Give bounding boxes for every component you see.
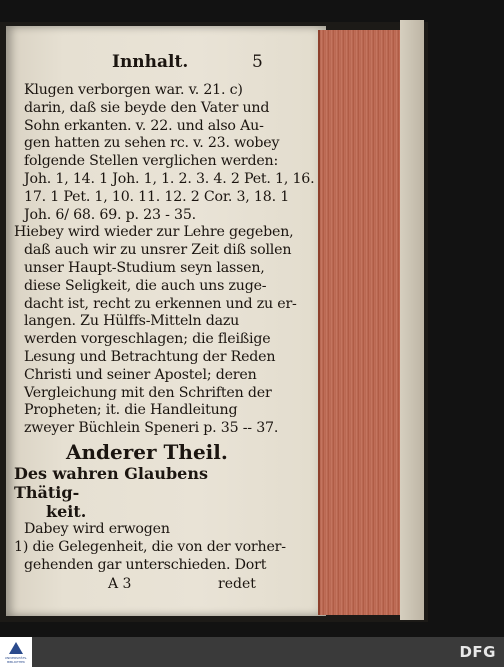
text-line: zweyer Büchlein Speneri p. 35 -- 37. bbox=[24, 420, 279, 437]
header-title: Innhalt. bbox=[112, 52, 189, 72]
text-line: Klugen verborgen war. v. 21. c) bbox=[24, 82, 243, 98]
text-line: Sohn erkanten. v. 22. und also Au- bbox=[24, 117, 264, 134]
catchword: redet bbox=[218, 576, 256, 592]
text-line: diese Seligkeit, die auch uns zuge- bbox=[24, 277, 267, 294]
text-line: 17. 1 Pet. 1, 10. 11. 12. 2 Cor. 3, 18. 1 bbox=[24, 188, 290, 205]
section-subheading: Des wahren Glaubens Thätig- bbox=[14, 463, 208, 502]
page-fore-edge bbox=[318, 30, 406, 615]
text-line: Christi und seiner Apostel; deren bbox=[24, 366, 257, 383]
page-body bbox=[14, 82, 315, 574]
text-line: folgende Stellen verglichen werden: bbox=[24, 153, 279, 170]
section-subheading-cont: keit. bbox=[46, 501, 87, 521]
library-logo bbox=[0, 637, 32, 667]
text-line: Lesung und Betrachtung der Reden bbox=[24, 348, 276, 365]
running-header bbox=[20, 52, 280, 74]
library-logo-icon bbox=[9, 642, 23, 654]
text-line: dacht ist, recht zu erkennen und zu er- bbox=[24, 295, 297, 312]
page-number: 5 bbox=[252, 52, 263, 72]
dfg-logo: DFG bbox=[459, 643, 496, 661]
signature-mark: A 3 bbox=[108, 576, 132, 592]
text-line: gen hatten zu sehen rc. v. 23. wobey bbox=[24, 135, 280, 152]
text-line: Propheten; it. die Handleitung bbox=[24, 402, 238, 419]
text-line: darin, daß sie beyde den Vater und bbox=[24, 99, 270, 116]
text-line: Dabey wird erwogen bbox=[24, 520, 170, 537]
text-line: Joh. 6/ 68. 69. p. 23 - 35. bbox=[24, 206, 196, 223]
text-line: 1) die Gelegenheit, die von der vorher- bbox=[14, 538, 286, 555]
text-line: werden vorgeschlagen; die fleißige bbox=[24, 331, 271, 348]
book-cover-board bbox=[400, 20, 424, 620]
text-line: Hiebey wird wieder zur Lehre gegeben, bbox=[14, 224, 294, 241]
text-line: Joh. 1, 14. 1 Joh. 1, 1. 2. 3. 4. 2 Pet. 1, 16. bbox=[24, 170, 315, 187]
text-line: gehenden gar unterschieden. Dort bbox=[24, 556, 267, 573]
section-heading: Anderer Theil. bbox=[66, 439, 228, 464]
text-line: daß auch wir zu unsrer Zeit diß sollen bbox=[24, 242, 292, 259]
text-line: Vergleichung mit den Schriften der bbox=[24, 384, 272, 401]
library-logo-text: UNIVERSITÄTS- BIBLIOTHEK bbox=[4, 656, 28, 664]
text-line: langen. Zu Hülffs-Mitteln dazu bbox=[24, 313, 240, 330]
text-line: unser Haupt-Studium seyn lassen, bbox=[24, 259, 265, 276]
viewer-footer bbox=[0, 637, 504, 667]
